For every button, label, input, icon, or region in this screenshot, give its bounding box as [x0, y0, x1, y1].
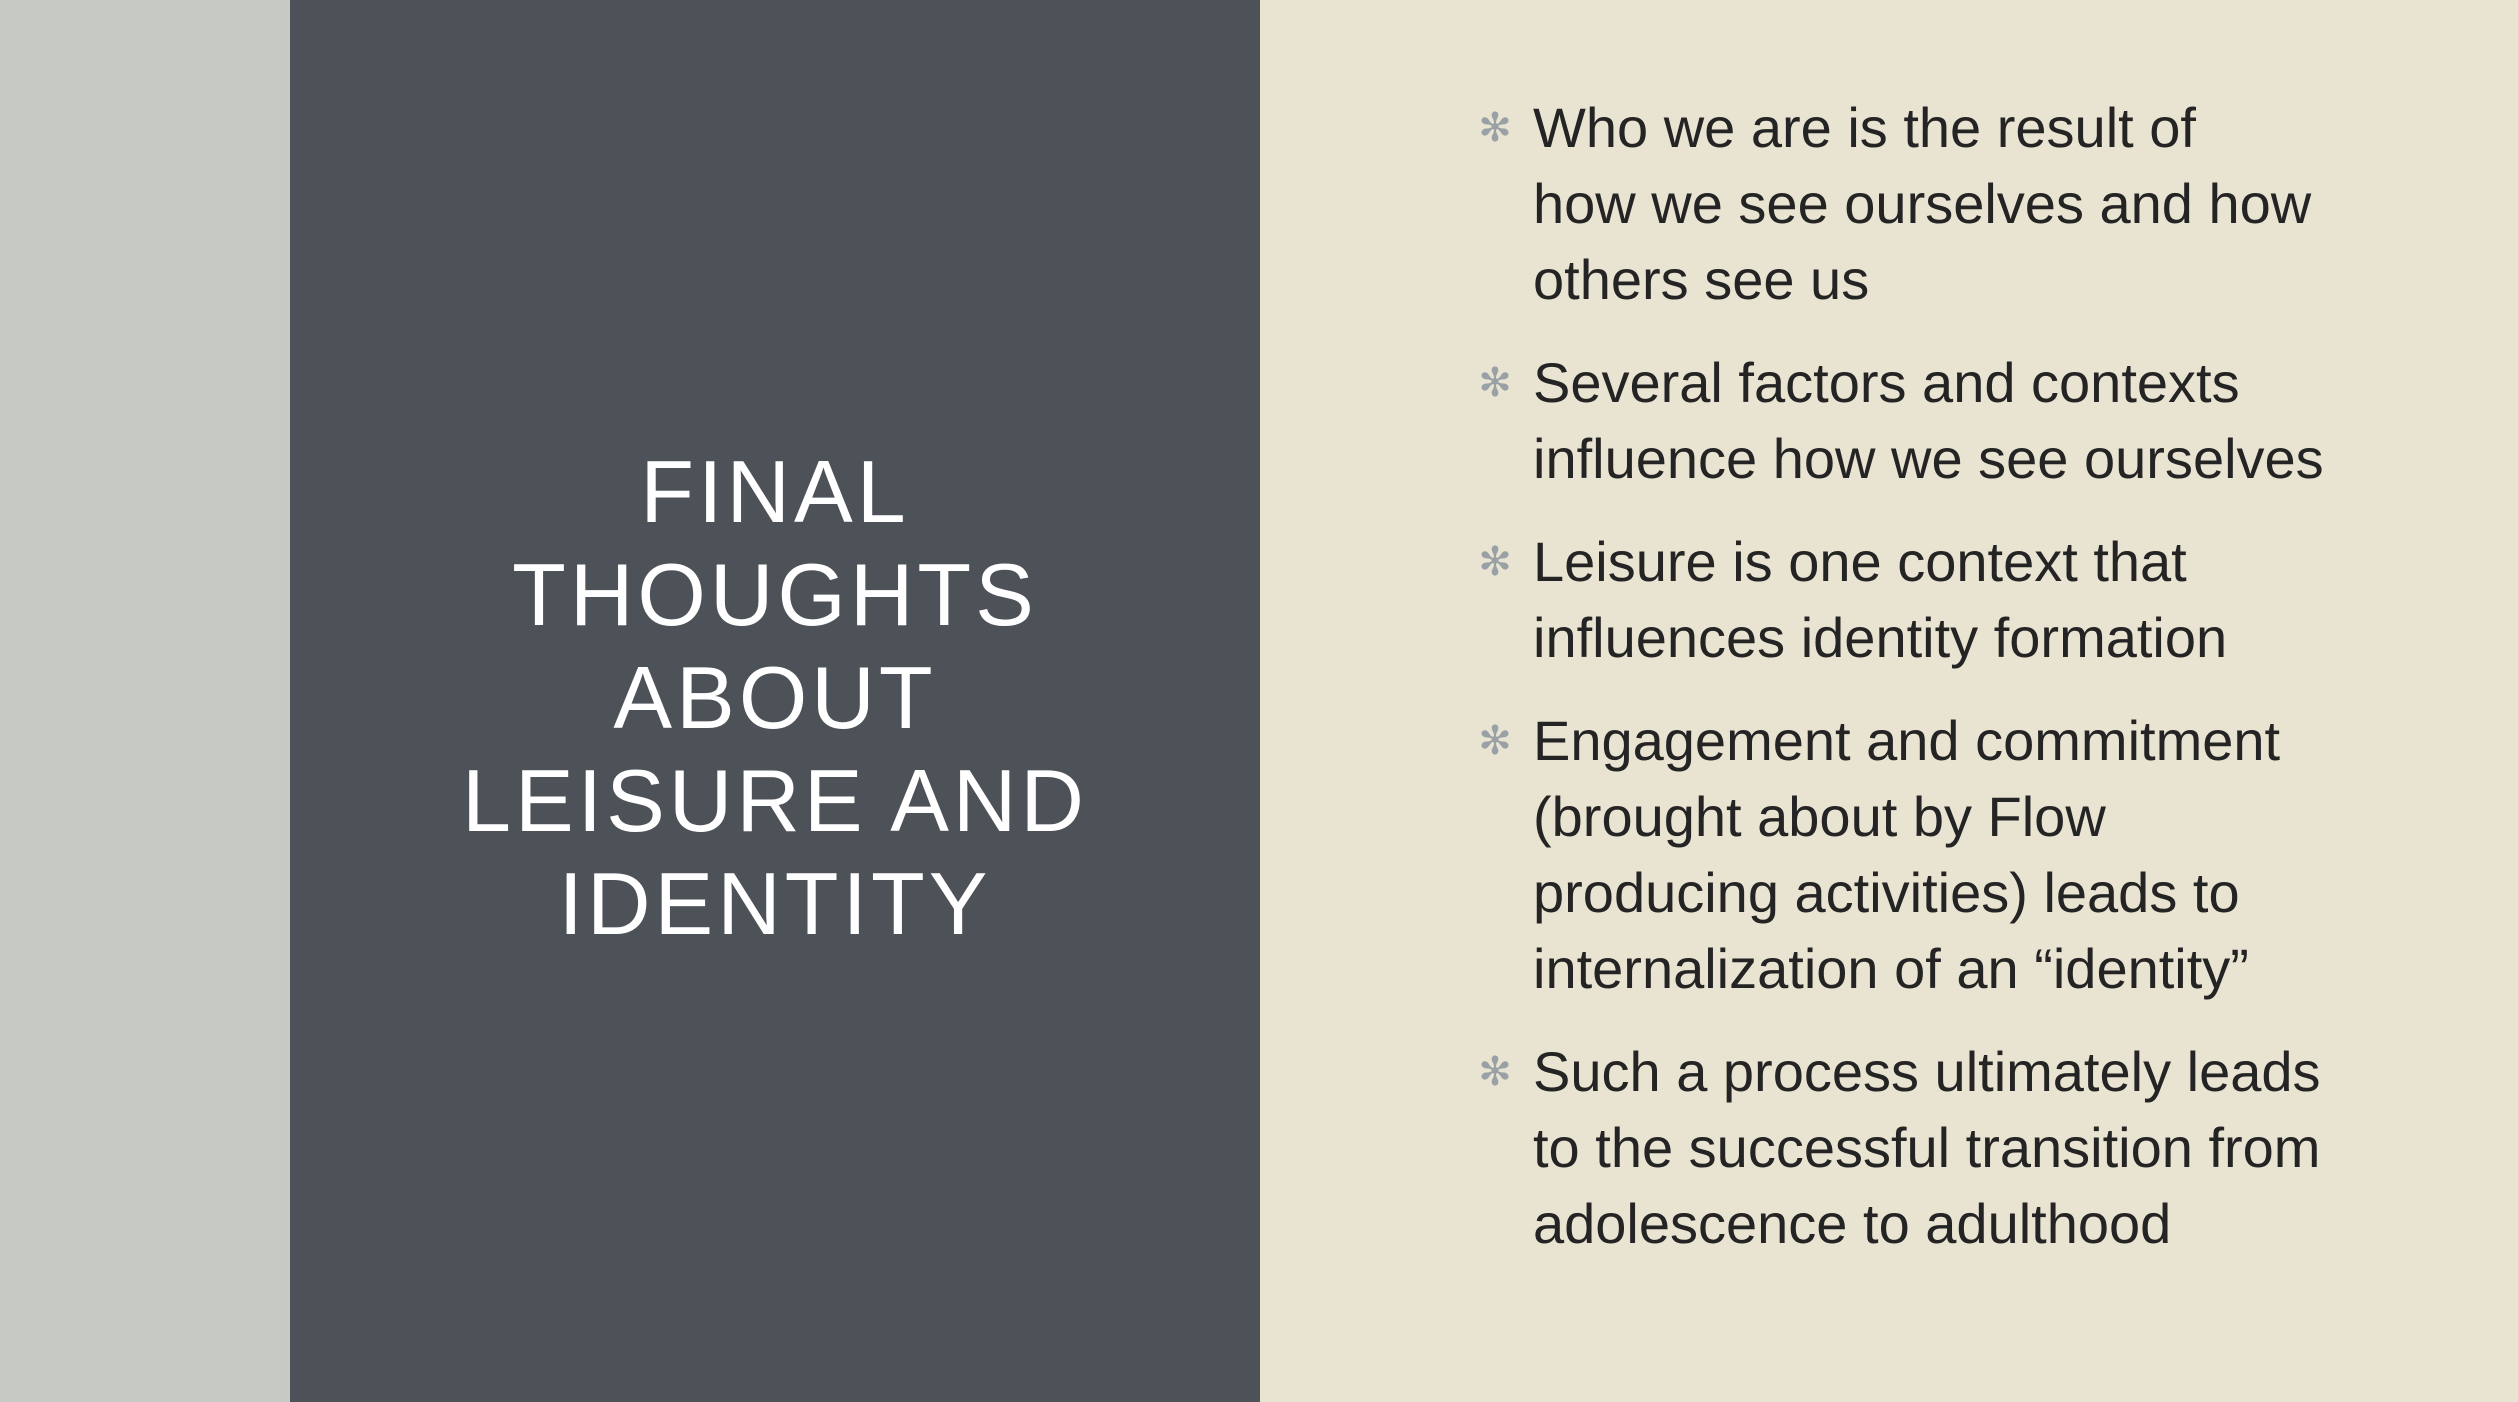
- bullet-list: [1475, 90, 2485, 1289]
- bullet-item: [1475, 524, 2485, 676]
- slide-title-line: FINAL: [640, 442, 910, 541]
- bullet-text-line: producing activities) leads to: [1533, 861, 2240, 924]
- slide-title-line: ABOUT: [613, 648, 937, 747]
- bullet-text: [1533, 90, 2485, 318]
- bullet-text: [1533, 345, 2485, 497]
- bullet-text-line: Such a process ultimately leads: [1533, 1040, 2321, 1103]
- asterisk-bullet-icon: ✻: [1478, 540, 1512, 584]
- bullet-text-line: to the successful transition from: [1533, 1116, 2321, 1179]
- bullet-text-line: others see us: [1533, 248, 1870, 311]
- bullet-text-line: Several factors and contexts: [1533, 351, 2240, 414]
- bullet-text-line: internalization of an “identity”: [1533, 937, 2249, 1000]
- bullet-text-line: (brought about by Flow: [1533, 785, 2106, 848]
- slide-title: [290, 440, 1260, 955]
- bullet-text-line: adolescence to adulthood: [1533, 1192, 2172, 1255]
- slide-title-line: IDENTITY: [558, 854, 992, 953]
- bullet-text-line: Leisure is one context that: [1533, 530, 2187, 593]
- bullet-item: [1475, 1034, 2485, 1262]
- bullet-text-line: influence how we see ourselves: [1533, 427, 2324, 490]
- left-accent-strip: [0, 0, 290, 1402]
- title-panel: [290, 0, 1260, 1402]
- slide-title-line: THOUGHTS: [512, 545, 1038, 644]
- asterisk-bullet-icon: ✻: [1478, 361, 1512, 405]
- asterisk-bullet-icon: ✻: [1478, 719, 1512, 763]
- asterisk-bullet-icon: ✻: [1478, 1050, 1512, 1094]
- bullet-text-line: how we see ourselves and how: [1533, 172, 2312, 235]
- bullet-text: [1533, 524, 2485, 676]
- bullet-item: [1475, 345, 2485, 497]
- bullet-item: [1475, 703, 2485, 1007]
- bullet-text-line: Engagement and commitment: [1533, 709, 2281, 772]
- bullet-text: [1533, 1034, 2485, 1262]
- bullet-text: [1533, 703, 2485, 1007]
- asterisk-bullet-icon: ✻: [1478, 106, 1512, 150]
- content-panel: [1260, 0, 2518, 1402]
- bullet-text-line: influences identity formation: [1533, 606, 2228, 669]
- bullet-text-line: Who we are is the result of: [1533, 96, 2196, 159]
- slide-title-line: LEISURE AND: [462, 751, 1088, 850]
- bullet-item: [1475, 90, 2485, 318]
